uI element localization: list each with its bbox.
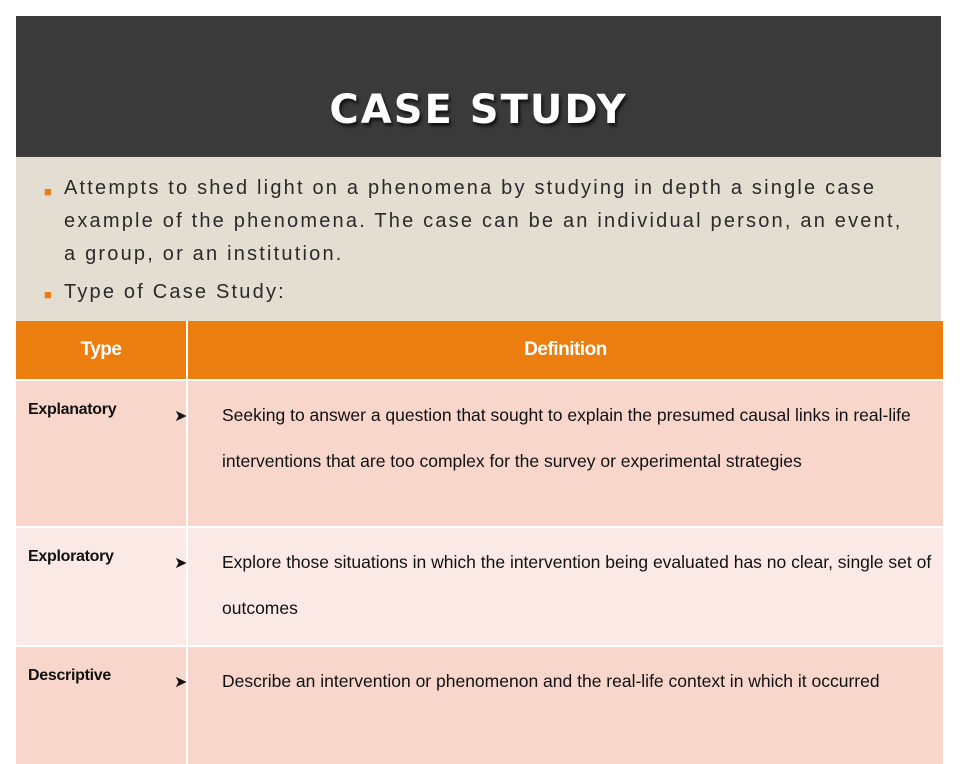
definition-text: Describe an intervention or phenomenon and the real-life context in which it occurred — [222, 671, 880, 691]
cell-type: Explanatory — [16, 380, 187, 527]
table-row — [16, 527, 943, 646]
slide-title: CASE STUDY — [329, 87, 628, 133]
table-row — [16, 646, 943, 764]
square-bullet-icon: ■ — [44, 287, 52, 302]
bullet-text-definition: Attempts to shed light on a phenomena by studying in depth a single case example of the phenomena. The case can be an individual person, an event, a group, or an institution. — [64, 177, 903, 265]
title-bar — [16, 16, 941, 157]
arrowhead-icon: ➤ — [174, 408, 188, 425]
header-type: Type — [16, 321, 187, 380]
bullet-text-types: Type of Case Study: — [64, 281, 286, 303]
definition-text: Seeking to answer a question that sought to explain the presumed causal links in real-life interventions that are too complex for the survey or experimental strategies — [222, 405, 911, 471]
cell-type: Exploratory — [16, 527, 187, 646]
cell-definition — [174, 646, 943, 764]
cell-definition — [174, 380, 943, 527]
table-header-row — [16, 321, 943, 380]
cell-definition — [174, 527, 943, 646]
header-definition: Definition — [187, 321, 943, 380]
arrowhead-icon: ➤ — [174, 674, 188, 691]
arrowhead-icon: ➤ — [174, 555, 188, 572]
square-bullet-icon: ■ — [44, 184, 52, 199]
definition-text: Explore those situations in which the intervention being evaluated has no clear, single set of outcomes — [222, 552, 932, 618]
table-row — [16, 380, 943, 527]
case-study-types-table — [16, 321, 943, 764]
cell-type: Descriptive — [16, 646, 187, 764]
